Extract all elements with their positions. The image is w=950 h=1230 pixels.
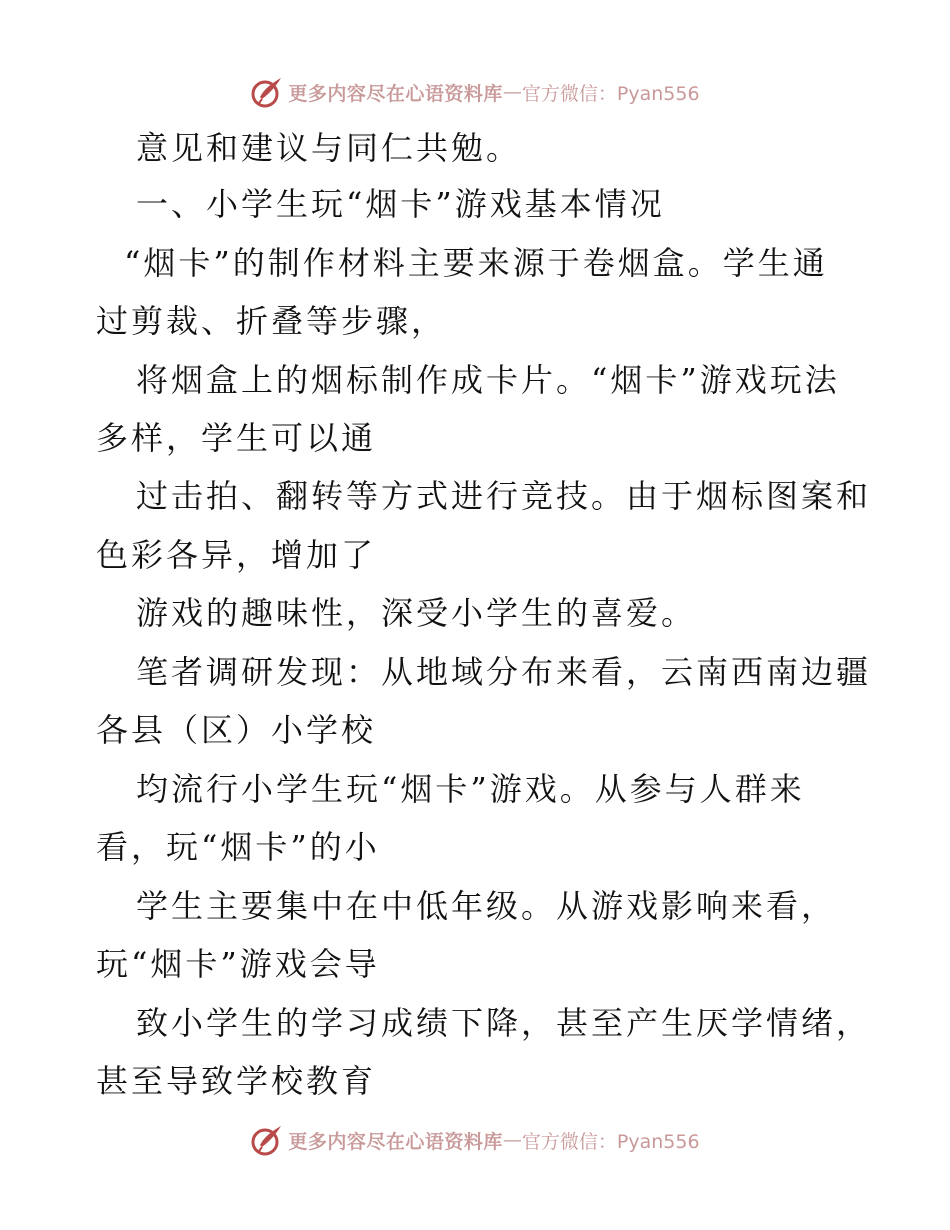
- body-line: 笔者调研发现：从地域分布来看，云南西南边疆: [136, 653, 872, 691]
- section-heading: 一、小学生玩“烟卡”游戏基本情况: [136, 185, 665, 223]
- header-wechat-text: 官方微信：Pyan556: [521, 82, 700, 105]
- body-line: 致小学生的学习成绩下降，甚至产生厌学情绪，: [136, 1004, 872, 1042]
- feather-logo-icon: [250, 75, 284, 109]
- footer-brand-text: 更多内容尽在心语资料库: [288, 1130, 503, 1153]
- feather-logo-icon: [250, 1123, 284, 1157]
- body-line: 色彩各异，增加了: [96, 536, 377, 574]
- body-line: 看，玩“烟卡”的小: [96, 828, 380, 866]
- body-line: 将烟盒上的烟标制作成卡片。“烟卡”游戏玩法: [136, 361, 840, 399]
- body-line: 各县（区）小学校: [96, 711, 377, 749]
- body-line: 过剪裁、折叠等步骤，: [96, 302, 447, 340]
- body-line: 玩“烟卡”游戏会导: [96, 945, 380, 983]
- footer-dash: —: [502, 1129, 522, 1151]
- body-line: 多样，学生可以通: [96, 419, 377, 457]
- body-line: “烟卡”的制作材料主要来源于卷烟盒。学生通: [124, 244, 828, 282]
- header-dash: —: [502, 81, 522, 103]
- footer-wechat-text: 官方微信：Pyan556: [521, 1130, 700, 1153]
- header-brand-text: 更多内容尽在心语资料库: [288, 82, 503, 105]
- footer-watermark: [0, 1120, 950, 1160]
- body-line: 均流行小学生玩“烟卡”游戏。从参与人群来: [136, 770, 805, 808]
- body-line: 意见和建议与同仁共勉。: [136, 129, 522, 167]
- body-line: 过击拍、翻转等方式进行竞技。由于烟标图案和: [136, 477, 872, 515]
- body-line: 学生主要集中在中低年级。从游戏影响来看，: [136, 887, 837, 925]
- body-line: 甚至导致学校教育: [96, 1062, 377, 1100]
- body-line: 游戏的趣味性，深受小学生的喜爱。: [136, 594, 697, 632]
- header-watermark: [0, 72, 950, 112]
